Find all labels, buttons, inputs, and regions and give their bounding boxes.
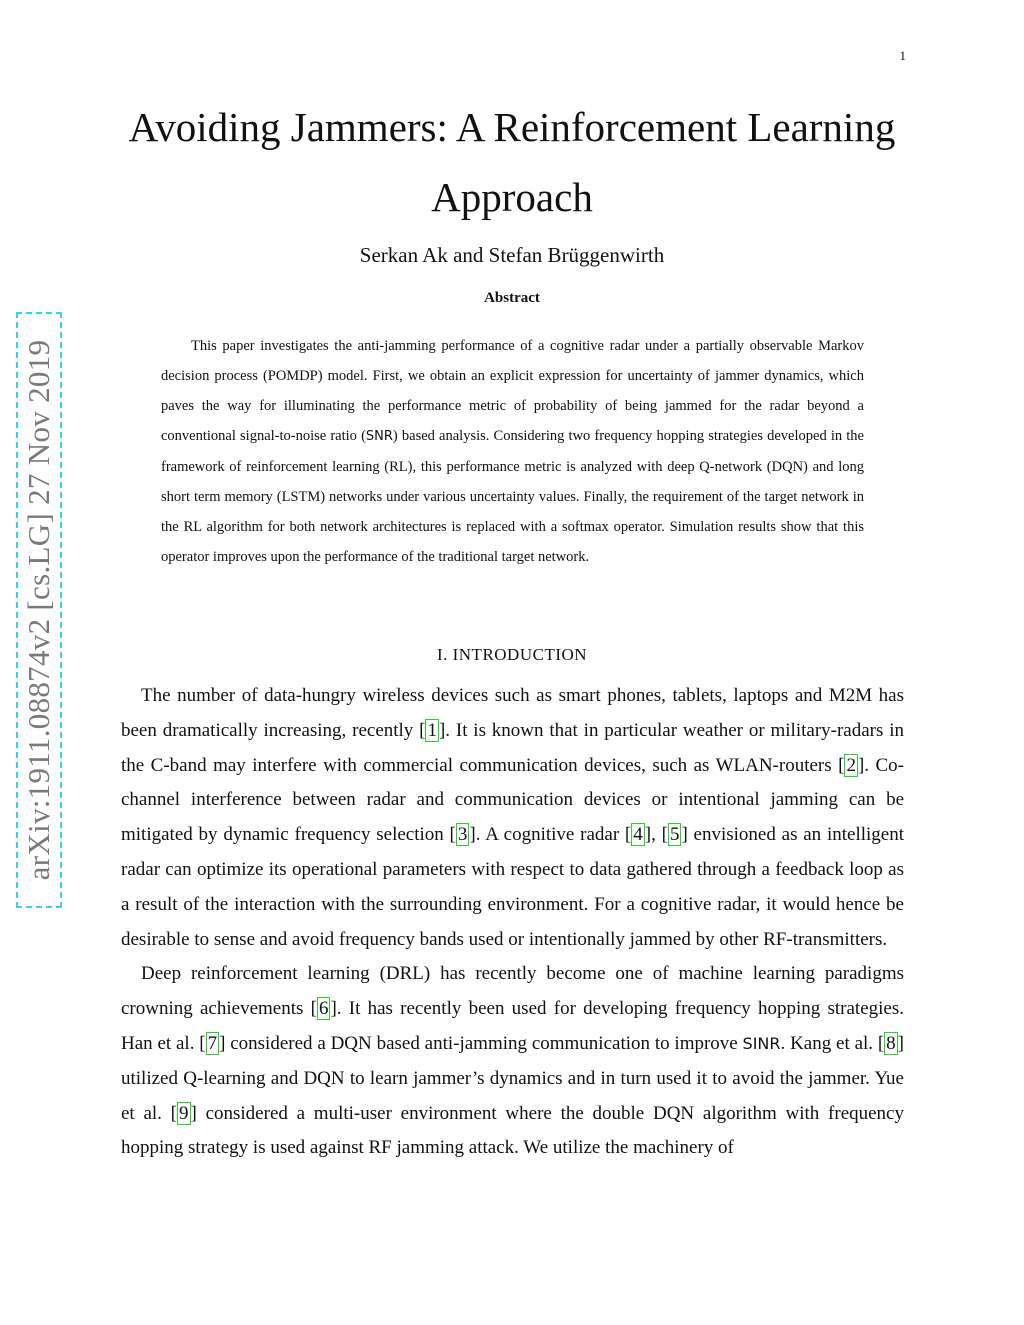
intro-paragraph-1 bbox=[121, 679, 904, 957]
citation-link[interactable]: 8 bbox=[886, 1032, 896, 1054]
abstract-text-2: ) based analysis. Considering two frequency hopping strategies developed in the framework of reinforcement learning (RL), this performance metric is analyzed with deep Q-network (DQN) and long short term memory (LSTM) networks under various uncertainty values. Finally, the requirement of the target network in the RL algorithm for both network architectures is replaced with a softmax operator. Simulation results show that this operator improves upon the performance of the traditional target network. bbox=[161, 428, 864, 565]
page-number: 1 bbox=[899, 48, 906, 63]
intro-text: ] utilized Q-learning and DQN to learn jammer’s dynamics and in turn used it to avoid the jammer. Yue et al. [ bbox=[121, 1032, 904, 1124]
title-line-2: Approach bbox=[431, 174, 593, 220]
arxiv-stamp bbox=[16, 312, 62, 908]
citation-link[interactable]: 4 bbox=[633, 824, 643, 846]
intro-text: ]. A cognitive radar [ bbox=[469, 824, 632, 846]
abstract-heading: Abstract bbox=[484, 290, 540, 306]
citation-link[interactable]: 5 bbox=[669, 824, 680, 846]
sinr-term: SINR bbox=[742, 1033, 781, 1053]
citation-link[interactable]: 7 bbox=[207, 1032, 218, 1054]
section-title-rest: NTRODUCTION bbox=[458, 645, 588, 664]
title-line-1: Avoiding Jammers: A Reinforcement Learning bbox=[128, 104, 896, 150]
intro-text: ]. It is known that in particular weather or military-radars in the C-band may interfere with commercial communication devices, such as WLAN-routers [ bbox=[121, 719, 904, 776]
intro-text: ] envisioned as an intelligent radar can optimize its operational parameters with respect to data gathered through a feedback loop as a result of the interaction with the surrounding environment. For a cognitive radar, it would hence be desirable to sense and avoid frequency bands used or intentionally jammed by other RF-transmitters. bbox=[121, 824, 904, 950]
abstract-text-1: This paper investigates the anti-jamming performance of a cognitive radar under a partially observable Markov decision process (POMDP) model. First, we obtain an explicit expression for uncertainty of jammer dynamics, which paves the way for illuminating the performance metric of probability of being jammed for the radar beyond a conventional signal-to-noise ratio ( bbox=[161, 338, 864, 444]
arxiv-identifier: arXiv:1911.08874v2 [cs.LG] 27 Nov 2019 bbox=[21, 339, 56, 881]
section-heading bbox=[100, 645, 924, 665]
citation-link[interactable]: 3 bbox=[457, 824, 468, 846]
citation-link[interactable]: 9 bbox=[179, 1102, 189, 1124]
authors: Serkan Ak and Stefan Brüggenwirth bbox=[359, 243, 665, 267]
intro-text: ] considered a multi-user environment where the double DQN algorithm with frequency hopping strategy is used against RF jamming attack. We utilize the machinery of bbox=[121, 1102, 904, 1159]
intro-paragraph-2 bbox=[121, 957, 904, 1166]
intro-text: . Kang et al. [ bbox=[780, 1032, 885, 1054]
abstract-body bbox=[161, 331, 864, 572]
citation-link[interactable]: 6 bbox=[318, 998, 329, 1020]
citation-link[interactable]: 2 bbox=[846, 754, 856, 776]
abstract-snr: SNR bbox=[365, 429, 393, 444]
intro-text: ]. Co-channel interference between radar and communication devices or intentional jamming can be mitigated by dynamic frequency selection [ bbox=[121, 754, 905, 846]
intro-text: The number of data-hungry wireless devices such as smart phones, tablets, laptops and M2M has been dramatically increasing, recently [ bbox=[121, 685, 904, 741]
intro-text: Deep reinforcement learning (DRL) has recently become one of machine learning paradigms crowning achievements [ bbox=[121, 963, 904, 1020]
section-initial: I bbox=[452, 645, 459, 664]
introduction-body bbox=[121, 679, 904, 1166]
section-numeral: I. bbox=[436, 645, 453, 664]
paper-title bbox=[100, 92, 924, 232]
citation-link[interactable]: 1 bbox=[427, 719, 437, 741]
intro-text: ], [ bbox=[644, 824, 668, 846]
intro-text: ]. It has recently been used for developing frequency hopping strategies. Han et al. [ bbox=[121, 998, 904, 1054]
intro-text: ] considered a DQN based anti-jamming communication to improve bbox=[219, 1032, 743, 1054]
